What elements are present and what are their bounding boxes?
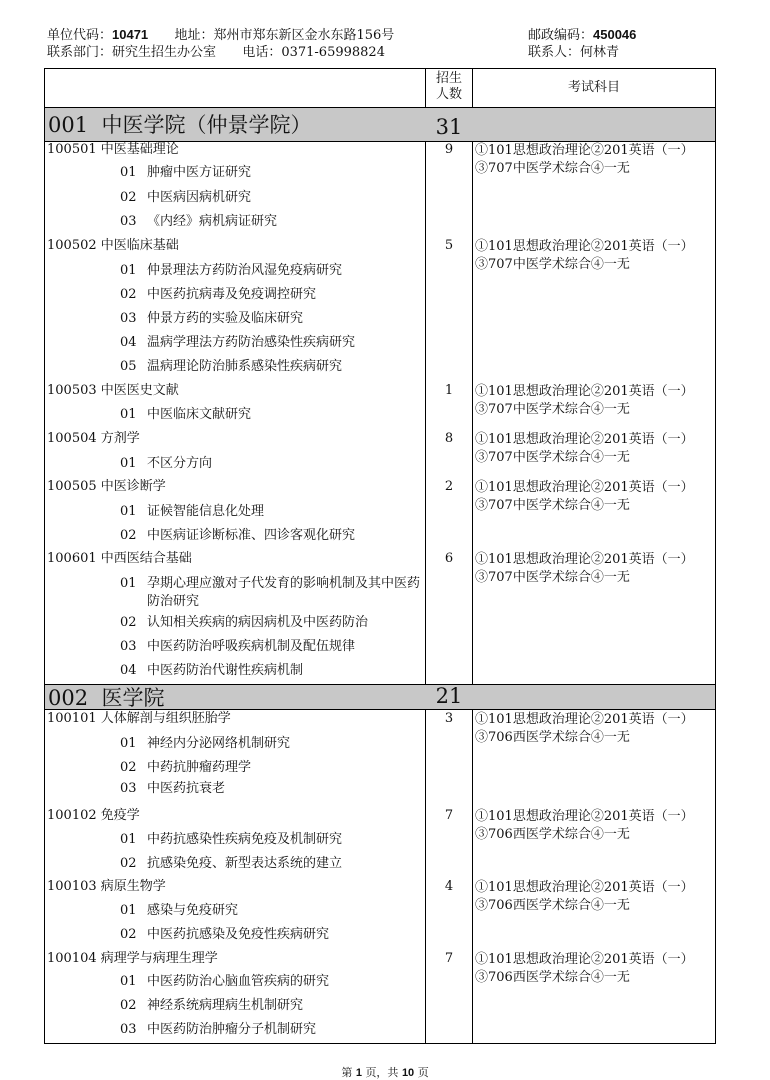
major-row: 100505 中医诊断学	[47, 479, 166, 494]
major-row: 100101 人体解剖与组织胚胎学	[47, 711, 231, 726]
postcode-label: 邮政编码：	[528, 28, 594, 43]
major-count: 2	[444, 479, 454, 494]
dept-label: 联系部门：	[47, 45, 113, 60]
major-count: 3	[444, 711, 454, 726]
major-row: 100104 病理学与病理生理学	[47, 951, 218, 966]
major-row: 100601 中西医结合基础	[47, 551, 192, 566]
exam-subjects: ①101思想政治理论②201英语（一）③706西医学术综合④一无	[475, 952, 694, 985]
major-row: 100504 方剂学	[47, 431, 140, 446]
page-footer: 第 1 页，共 10 页	[341, 1066, 429, 1079]
major-count: 8	[444, 431, 454, 446]
exam-subjects: ①101思想政治理论②201英语（一）③707中医学术综合④一无	[475, 384, 694, 417]
contact-label: 联系人：	[528, 45, 581, 60]
col-subjects-header: 考试科目	[567, 80, 620, 95]
postcode-line	[528, 27, 636, 44]
exam-subjects: ①101思想政治理论②201英语（一）③707中医学术综合④一无	[475, 480, 694, 513]
postcode: 450046	[593, 27, 637, 42]
page-total: 10	[401, 1067, 415, 1079]
dept: 研究生招生办公室	[112, 45, 217, 60]
exam-subjects: ①101思想政治理论②201英语（一）③707中医学术综合④一无	[475, 552, 694, 585]
department-title: 001 中医学院（仲景学院）	[48, 113, 312, 137]
major-row: 100103 病原生物学	[47, 879, 166, 894]
column-divider-2	[472, 68, 473, 1044]
contact-line	[528, 45, 619, 61]
major-count: 1	[444, 383, 454, 398]
exam-subjects: ①101思想政治理论②201英语（一）③707中医学术综合④一无	[475, 432, 694, 465]
major-row: 100502 中医临床基础	[47, 238, 179, 253]
major-count: 6	[444, 551, 454, 566]
contact: 何林青	[580, 45, 620, 60]
department-count: 31	[435, 115, 463, 139]
phone-label: 电话：	[242, 45, 282, 60]
address-label: 地址：	[174, 28, 214, 43]
exam-subjects: ①101思想政治理论②201英语（一）③707中医学术综合④一无	[475, 239, 694, 272]
major-count: 4	[444, 879, 454, 894]
major-row: 100503 中医医史文献	[47, 383, 179, 398]
unit-code-label: 单位代码：	[47, 28, 113, 43]
major-count: 7	[444, 951, 454, 966]
major-count: 5	[444, 238, 454, 253]
phone: 0371-65998824	[281, 45, 385, 60]
unit-code: 10471	[112, 27, 149, 42]
col-enroll-header: 招生 人数	[435, 71, 462, 102]
major-row: 100501 中医基础理论	[47, 142, 179, 157]
address: 郑州市郑东新区金水东路156号	[213, 28, 395, 43]
exam-subjects: ①101思想政治理论②201英语（一）③706西医学术综合④一无	[475, 809, 694, 842]
major-count: 9	[444, 142, 454, 157]
page-number: 1	[355, 1067, 362, 1079]
header-line-2	[47, 45, 385, 61]
header-line-1	[47, 27, 394, 44]
major-count: 7	[444, 808, 454, 823]
exam-subjects: ①101思想政治理论②201英语（一）③706西医学术综合④一无	[475, 880, 694, 913]
major-row: 100102 免疫学	[47, 808, 140, 823]
exam-subjects: ①101思想政治理论②201英语（一）③707中医学术综合④一无	[475, 143, 694, 176]
department-title: 002 医学院	[48, 686, 165, 710]
exam-subjects: ①101思想政治理论②201英语（一）③706西医学术综合④一无	[475, 712, 694, 745]
department-count: 21	[435, 684, 463, 708]
